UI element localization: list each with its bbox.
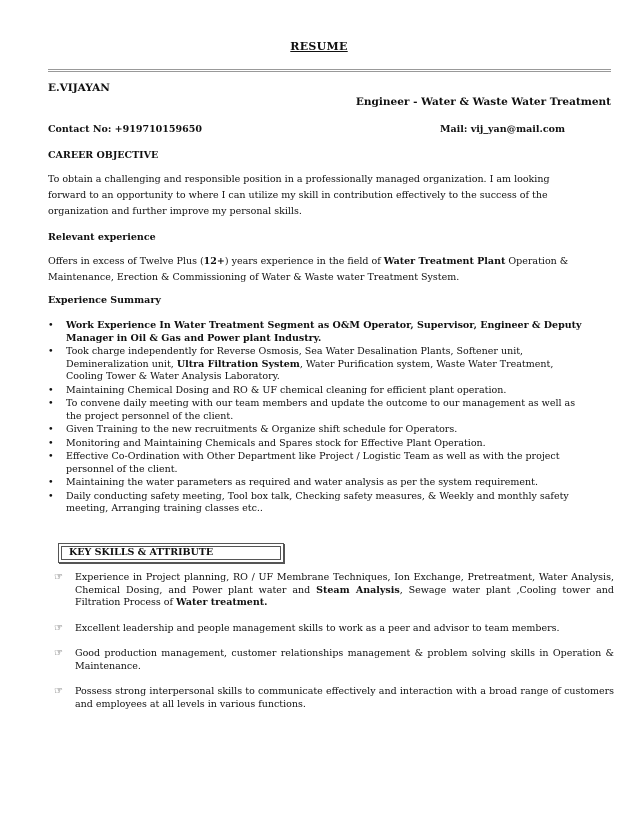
experience-summary-list [48,320,608,517]
bullet-icon: • [48,398,54,409]
pointing-hand-icon: ☞ [54,686,63,697]
text-run: Manager in Oil & Gas and Power plant Industry. [66,332,322,344]
text-run: Demineralization unit, [66,358,177,370]
text-run: Good production management, customer relationships management & problem solving skills in Operation & Maintenance. [75,648,614,672]
list-item [48,491,608,516]
pointing-hand-icon: ☞ [54,648,63,659]
bullet-icon: • [48,490,54,502]
text-run: Maintaining Chemical Dosing and RO & UF chemical cleaning for efficient plant operation. [66,384,507,396]
list-item [48,477,608,490]
header-divider [48,69,611,72]
text-run: Took charge independently for Reverse Osmosis, Sea Water Desalination Plants, Softener unit, [66,346,524,357]
bullet-icon: • [48,424,54,435]
text-run: Work Experience In Water Treatment Segment as O&M Operator, Supervisor, Engineer & Deputy [66,320,582,331]
career-objective-line: organization and further improve my personal skills. [48,206,302,217]
list-item [48,385,608,398]
text-run: , Sewage water plant ,Cooling tower and Filtration Process of [75,584,614,608]
text-run: Maintaining the water parameters as required and water analysis as per the system requirement. [66,477,538,488]
list-item [48,451,608,476]
candidate-name: E.VIJAYAN [48,82,110,94]
text-run: Excellent leadership and people management skills to work as a peer and advisor to team members. [75,622,560,634]
text-run: Cooling Tower & Water Analysis Laboratory. [66,371,280,382]
list-item [48,346,608,384]
text-run: ) years experience in the field of [224,256,384,267]
text-run: the project personnel of the client. [66,410,234,422]
text-run: To convene daily meeting with our team members and update the outcome to our management as well as [66,398,576,409]
pointing-hand-icon: ☞ [54,572,63,583]
text-run: personnel of the client. [66,463,178,475]
career-objective-line: To obtain a challenging and responsible position in a professionally managed organization. I am looking [48,174,550,185]
list-item [48,320,608,345]
list-item [48,623,614,636]
text-run: Given Training to the new recruitments & Organize shift schedule for Operators. [66,424,458,435]
list-item [48,686,614,711]
candidate-role: Engineer - Water & Waste Water Treatment [355,96,611,108]
experience-summary-heading: Experience Summary [48,295,161,306]
text-run: Ultra Filtration System [176,358,300,370]
pointing-hand-icon: ☞ [54,622,63,634]
list-item [48,572,614,610]
text-run: Possess strong interpersonal skills to communicate effectively and interaction with a broad range of customers and employees at all levels in various functions. [75,686,614,710]
text-run: meeting, Arranging training classes etc.. [66,503,263,514]
text-run: Operation & [505,256,569,267]
page-title: RESUME [290,40,348,53]
career-objective-heading: CAREER OBJECTIVE [48,150,159,161]
list-item [48,438,608,451]
list-item [48,398,608,423]
bullet-icon: • [48,451,54,462]
key-skills-heading: KEY SKILLS & ATTRIBUTE [61,546,281,560]
text-run: Offers in excess of Twelve Plus ( [48,256,204,267]
list-item [48,424,608,437]
text-run: Effective Co-Ordination with Other Department like Project / Logistic Team as well as with the project [66,451,560,462]
contact-number: Contact No: +919710159650 [48,124,202,135]
email-address: Mail: vij_yan@mail.com [440,124,566,135]
key-skills-heading-box [58,543,284,563]
bullet-icon: • [48,320,54,331]
field-name: Water Treatment Plant [383,256,506,267]
text-run: Experience in Project planning, RO / UF Membrane Techniques, Ion Exchange, Pretreatment, Water Analysis, Chemical Dosing, and Power plant water and [75,572,614,596]
text-run: , Water Purification system, Waste Water Treatment, [299,358,554,370]
career-objective-line: forward to an opportunity to where I can utilize my skill in contribution effectively to the success of the [48,190,548,201]
relevant-experience-line: Maintenance, Erection & Commissioning of Water & Waste water Treatment System. [48,272,460,283]
relevant-experience-heading: Relevant experience [48,232,156,243]
text-run: Steam Analysis [316,584,400,596]
key-skills-list [48,572,614,711]
career-objective-text [48,172,608,220]
years-count: 12+ [203,256,225,267]
text-run: Water treatment. [176,597,268,608]
list-item [48,648,614,673]
relevant-experience-text [48,254,608,286]
bullet-icon: • [48,437,54,449]
text-run: Monitoring and Maintaining Chemicals and Spares stock for Effective Plant Operation. [66,437,486,449]
relevant-experience-line [48,254,608,270]
bullet-icon: • [48,384,54,396]
bullet-icon: • [48,346,54,357]
text-run: Daily conducting safety meeting, Tool box talk, Checking safety measures, & Weekly and monthly safety [66,490,569,502]
bullet-icon: • [48,477,54,488]
